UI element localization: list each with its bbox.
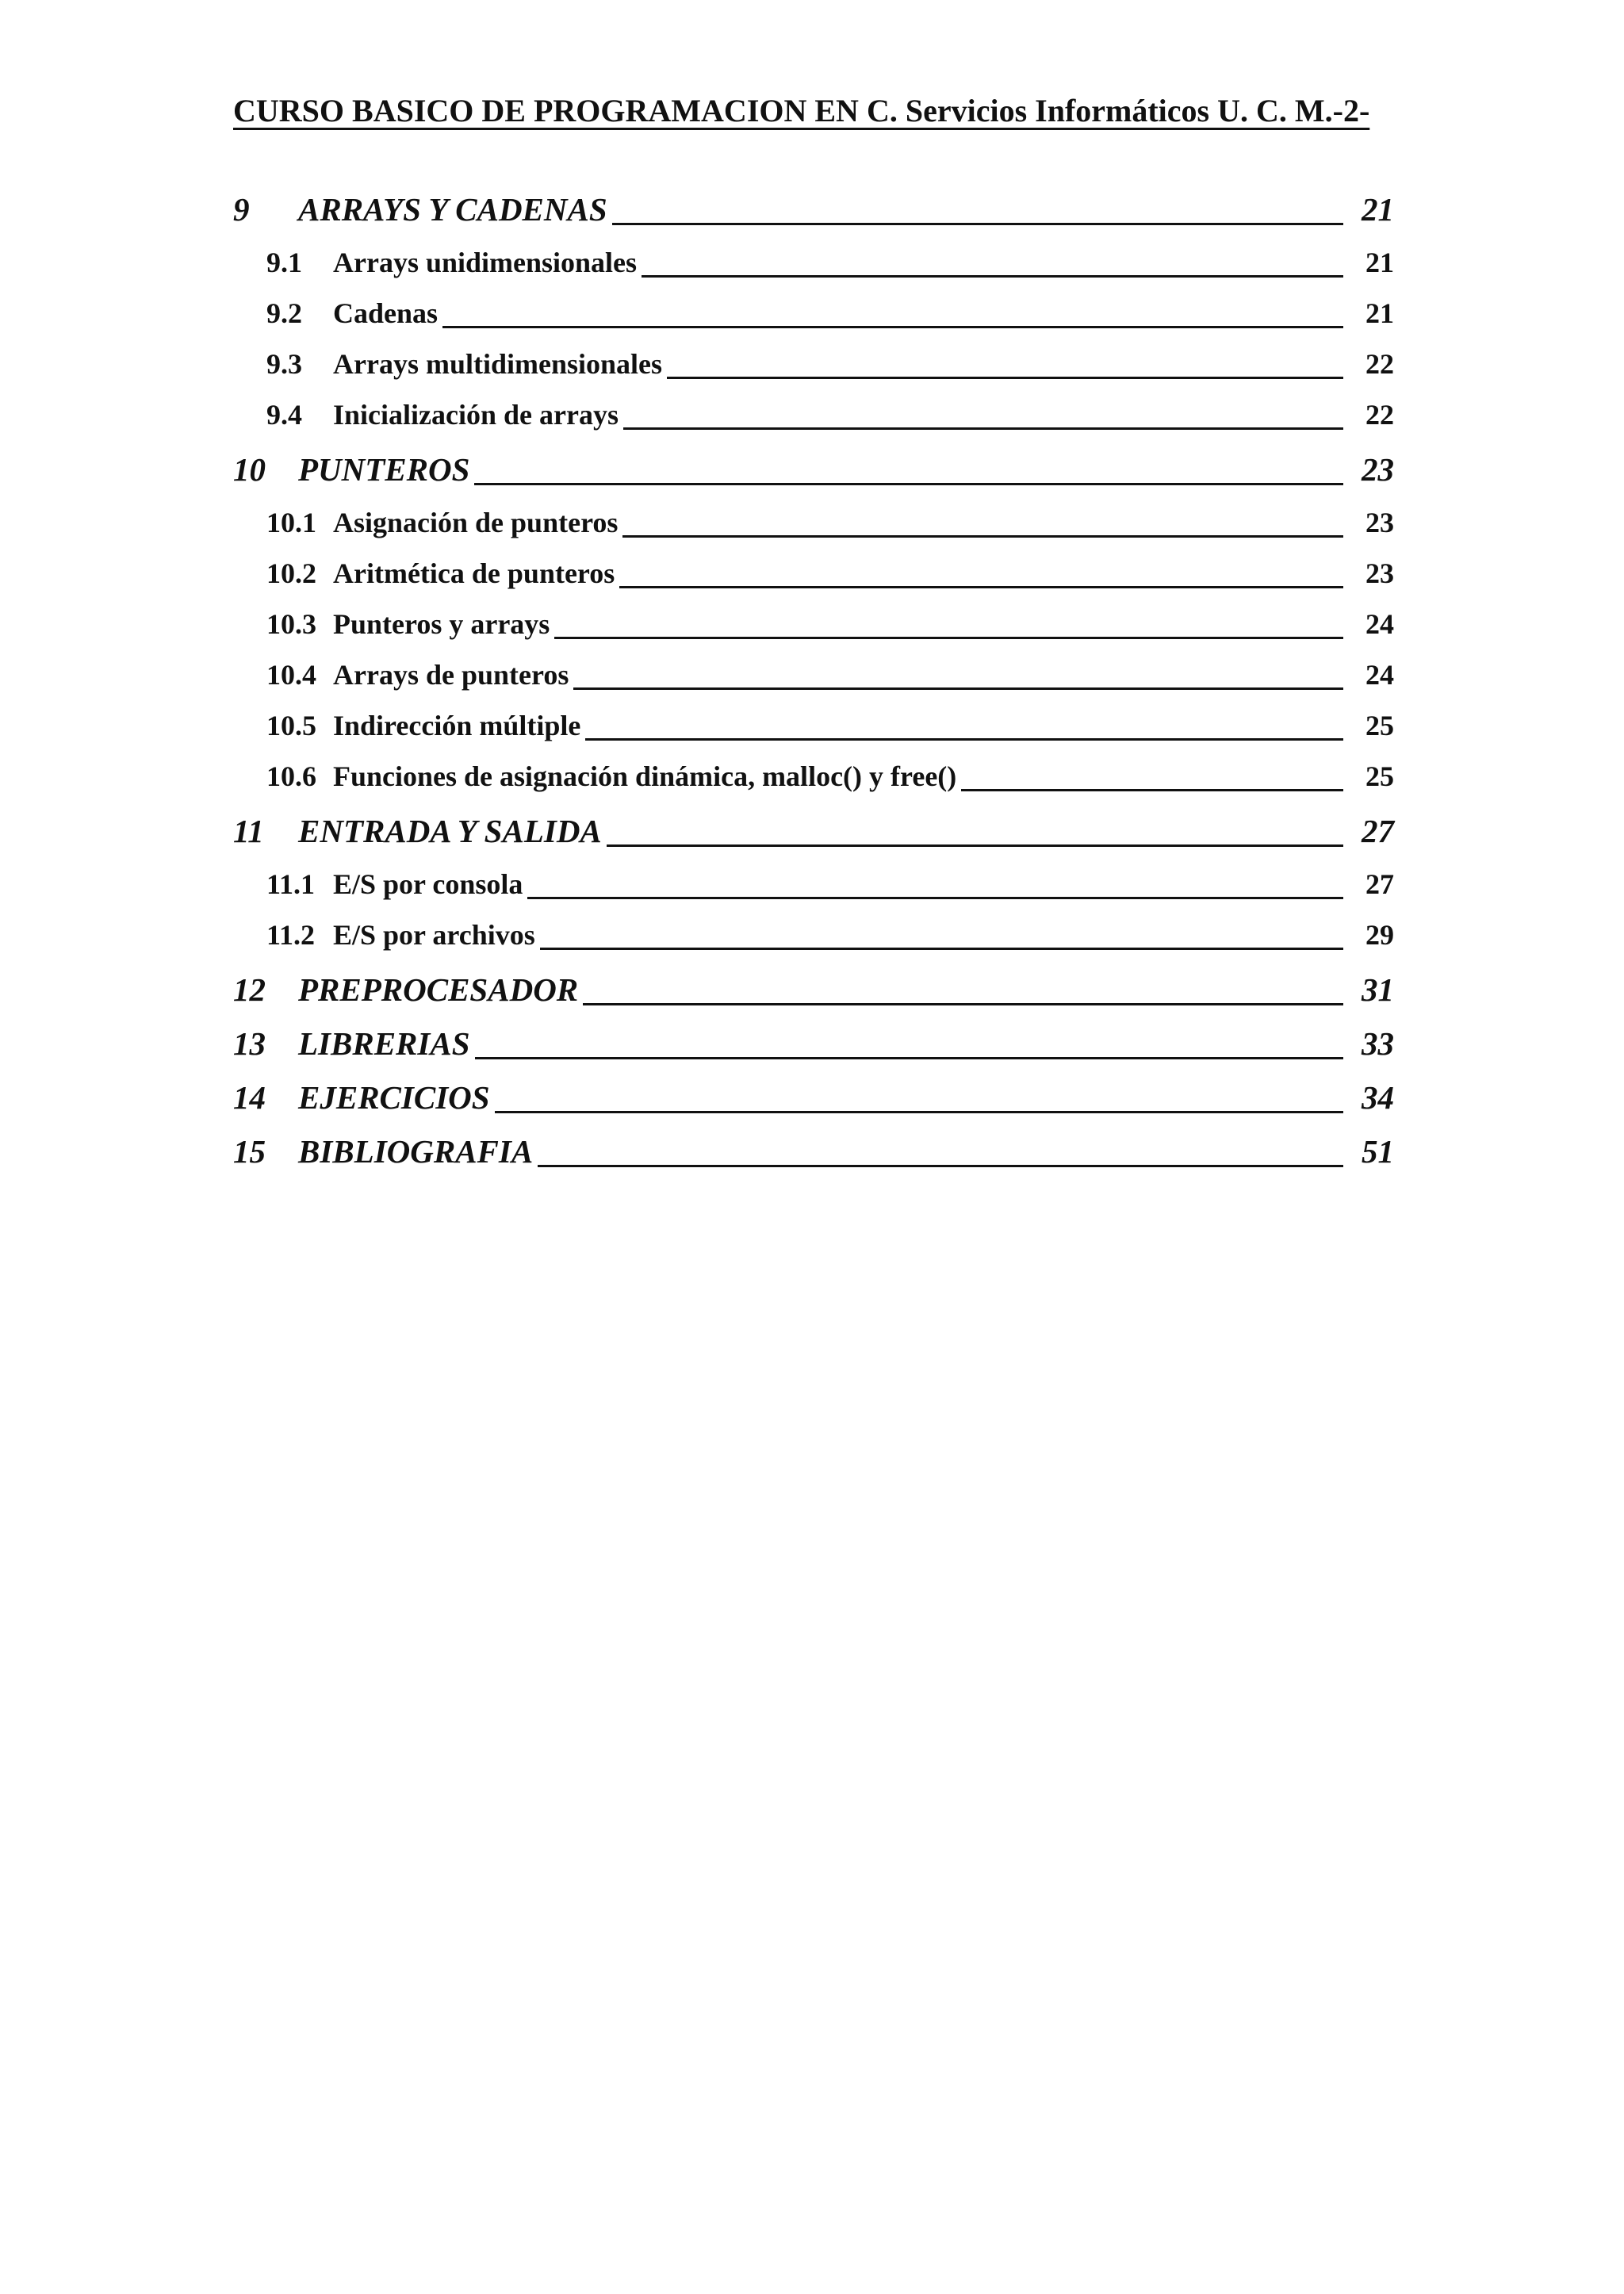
toc-entry-title: ENTRADA Y SALIDA [298, 813, 602, 849]
toc-entry-page: 29 [1365, 919, 1394, 951]
toc-section-9-4[interactable] [233, 398, 1394, 435]
toc-leader-line [495, 1111, 1343, 1113]
toc-entry-number: 11 [233, 813, 264, 849]
toc-leader-line [667, 377, 1343, 379]
toc-leader-line [585, 738, 1343, 741]
toc-leader-line [538, 1165, 1343, 1167]
toc-section-11-2[interactable] [233, 918, 1394, 955]
toc-entry-page: 21 [1365, 297, 1394, 329]
toc-leader-line [540, 948, 1343, 950]
toc-entry-title: Aritmética de punteros [333, 557, 615, 589]
toc-entry-page: 23 [1362, 451, 1394, 488]
toc-entry-page: 21 [1365, 247, 1394, 278]
toc-entry-number: 10.3 [266, 608, 316, 640]
toc-entry-page: 25 [1365, 760, 1394, 792]
toc-section-10-4[interactable] [233, 658, 1394, 695]
toc-leader-line [527, 897, 1343, 899]
toc-leader-line [474, 483, 1343, 485]
toc-entry-number: 10.4 [266, 659, 316, 691]
toc-entry-page: 31 [1362, 971, 1394, 1008]
toc-entry-page: 27 [1362, 813, 1394, 849]
toc-section-10-3[interactable] [233, 607, 1394, 644]
toc-leader-line [961, 789, 1343, 791]
toc-entry-title: Punteros y arrays [333, 608, 550, 640]
toc-chapter-13[interactable] [233, 1024, 1394, 1064]
toc-chapter-12[interactable] [233, 971, 1394, 1010]
toc-entry-page: 22 [1365, 399, 1394, 431]
toc-leader-line [573, 687, 1343, 690]
toc-section-11-1[interactable] [233, 867, 1394, 904]
toc-entry-number: 10 [233, 451, 266, 488]
toc-entry-title: Asignación de punteros [333, 507, 619, 538]
toc-entry-page: 24 [1365, 659, 1394, 691]
toc-leader-line [623, 427, 1343, 430]
toc-entry-title: Arrays unidimensionales [333, 247, 638, 278]
toc-chapter-11[interactable] [233, 812, 1394, 852]
toc-entry-title: ARRAYS Y CADENAS [298, 191, 607, 228]
toc-entry-number: 10.6 [266, 760, 316, 792]
toc-entry-page: 24 [1365, 608, 1394, 640]
toc-entry-title: E/S por consola [333, 868, 523, 900]
toc-entry-title: Arrays de punteros [333, 659, 569, 691]
toc-leader-line [475, 1057, 1344, 1059]
toc-entry-number: 12 [233, 971, 266, 1008]
toc-entry-title: EJERCICIOS [298, 1079, 490, 1116]
toc-entry-number: 10.5 [266, 710, 316, 741]
toc-entry-number: 10.1 [266, 507, 316, 538]
toc-leader-line [622, 535, 1343, 538]
page-header: CURSO BASICO DE PROGRAMACION EN C. Servicios Informáticos U. C. M.-2- [233, 93, 1370, 128]
toc-leader-line [642, 275, 1343, 278]
toc-chapter-10[interactable] [233, 450, 1394, 490]
toc-section-10-5[interactable] [233, 709, 1394, 745]
toc-entry-page: 23 [1365, 557, 1394, 589]
toc-entry-number: 11.2 [266, 919, 316, 951]
toc-entry-number: 9.2 [266, 297, 302, 329]
toc-entry-title: BIBLIOGRAFIA [298, 1133, 534, 1170]
toc-entry-title: Indirección múltiple [333, 710, 581, 741]
toc-chapter-15[interactable] [233, 1132, 1394, 1172]
table-of-contents [233, 0, 1394, 2294]
toc-entry-number: 9.3 [266, 348, 302, 380]
toc-entry-title: LIBRERIAS [298, 1025, 470, 1062]
toc-entry-page: 27 [1365, 868, 1394, 900]
toc-entry-page: 21 [1362, 191, 1394, 228]
toc-entry-page: 22 [1365, 348, 1394, 380]
toc-entry-title: Cadenas [333, 297, 439, 329]
toc-entry-number: 9 [233, 191, 250, 228]
toc-entry-number: 9.4 [266, 399, 302, 431]
toc-chapter-9[interactable] [233, 190, 1394, 230]
toc-section-10-6[interactable] [233, 760, 1394, 796]
toc-leader-line [607, 844, 1343, 847]
toc-leader-line [583, 1003, 1343, 1005]
toc-leader-line [619, 586, 1343, 588]
toc-entry-page: 33 [1362, 1025, 1394, 1062]
toc-entry-title: E/S por archivos [333, 919, 535, 951]
toc-entry-title: Inicialización de arrays [333, 399, 619, 431]
toc-section-9-3[interactable] [233, 347, 1394, 384]
toc-entry-title: PREPROCESADOR [298, 971, 579, 1008]
toc-entry-title: Funciones de asignación dinámica, malloc() y free() [333, 760, 957, 792]
toc-leader-line [442, 326, 1343, 328]
toc-entry-number: 10.2 [266, 557, 316, 589]
toc-entry-number: 15 [233, 1133, 266, 1170]
toc-section-9-2[interactable] [233, 297, 1394, 333]
toc-entry-number: 11.1 [266, 868, 316, 900]
toc-leader-line [554, 637, 1343, 639]
toc-section-10-2[interactable] [233, 557, 1394, 593]
toc-entry-page: 25 [1365, 710, 1394, 741]
toc-chapter-14[interactable] [233, 1078, 1394, 1118]
toc-leader-line [612, 223, 1343, 225]
toc-entry-page: 23 [1365, 507, 1394, 538]
toc-entry-number: 13 [233, 1025, 266, 1062]
toc-section-10-1[interactable] [233, 506, 1394, 542]
toc-entry-title: Arrays multidimensionales [333, 348, 663, 380]
toc-section-9-1[interactable] [233, 246, 1394, 282]
toc-entry-number: 9.1 [266, 247, 302, 278]
toc-entry-number: 14 [233, 1079, 266, 1116]
toc-entry-page: 51 [1362, 1133, 1394, 1170]
toc-entry-title: PUNTEROS [298, 451, 470, 488]
toc-entry-page: 34 [1362, 1079, 1394, 1116]
